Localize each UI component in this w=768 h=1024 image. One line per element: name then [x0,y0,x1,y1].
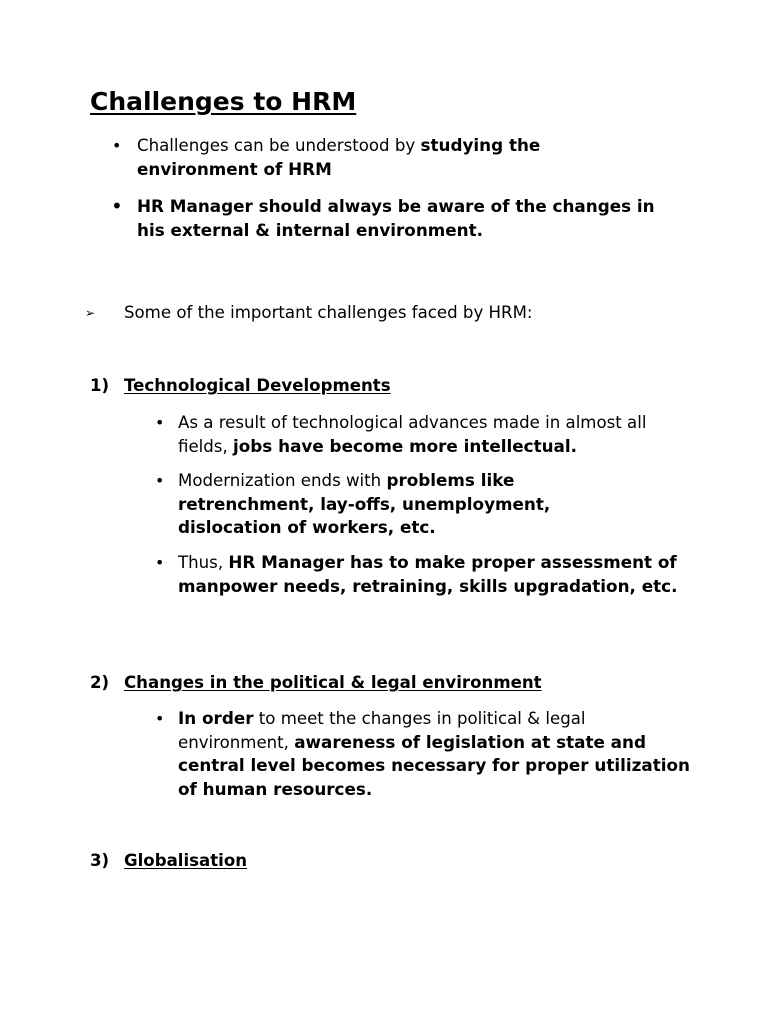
section-1-bullet-3-bold: HR Manager has to make proper assessment of manpower needs, retraining, skills upgradation, etc. [178,552,678,596]
section-1-bullet-2 [178,469,598,540]
section-1-bullet-3-normal: Thus, [178,553,229,572]
section-1-bullet-1 [178,411,698,458]
section-2-bullet-1-bold: awareness of legislation at state and central level becomes necessary for proper utilization of human resources. [178,731,690,799]
intro-bullet-1-normal: Challenges can be understood by [137,136,421,155]
section-1-heading: Technological Developments [124,376,391,395]
bullet-dot: • [155,709,165,728]
intro-bullet-2-bold: HR Manager should always be aware of the changes in his external & internal environment. [137,196,655,240]
section-1-number: 1) [90,376,110,395]
bullet-dot: • [155,471,165,490]
section-1-bullet-1-bold: jobs have become more intellectual. [233,435,578,456]
section-1-bullet-2-bold: problems like retrenchment, lay-offs, unemployment, dislocation of workers, etc. [178,470,551,537]
section-1-bullet-2-normal: Modernization ends with [178,471,387,490]
section-2-bullet-1-normal: to meet the changes in political & legal environment, [178,709,586,752]
arrow-bullet-icon: ➢ [85,306,96,320]
intro-bullet-2 [137,195,677,242]
page-title: Challenges to HRM [90,87,357,116]
section-2-bullet-1 [178,707,698,801]
section-3-heading: Globalisation [124,851,248,870]
section-2-bullet-1-bold-first: In order [178,708,254,728]
section-3-number: 3) [90,851,110,870]
section-1-bullet-3 [178,551,688,598]
lead-in-text: Some of the important challenges faced by HRM: [124,303,533,322]
section-1-bullet-1-normal: As a result of technological advances made in almost all fields, [178,413,647,456]
bullet-dot: • [155,413,165,432]
section-2-heading: Changes in the political & legal environment [124,673,542,692]
bullet-dot: • [111,194,123,218]
section-2-number: 2) [90,673,110,692]
intro-bullet-1-bold: studying the environment of HRM [137,135,541,179]
intro-bullet-1 [137,134,597,181]
bullet-dot: • [155,553,165,572]
bullet-dot: • [112,136,122,155]
